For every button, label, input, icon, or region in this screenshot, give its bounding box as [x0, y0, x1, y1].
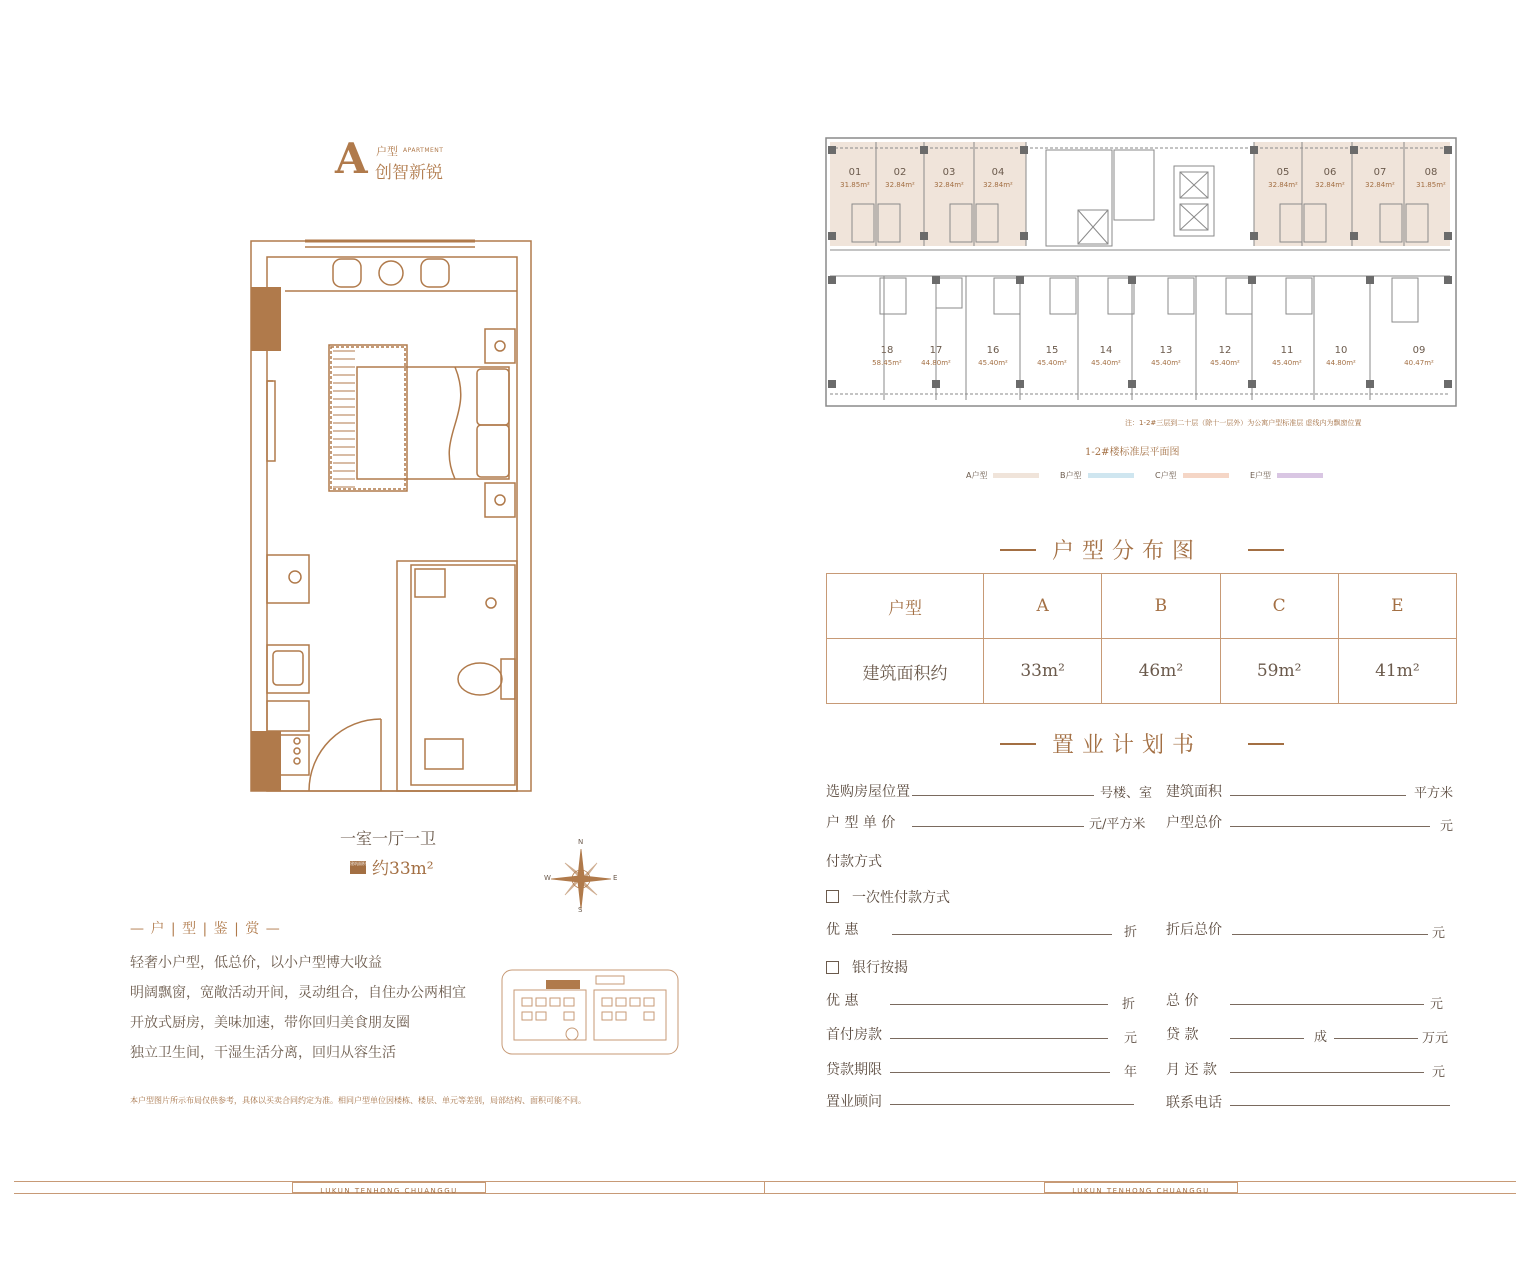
unit-zhe: 折: [1122, 997, 1136, 1012]
legend-swatch-a: [993, 473, 1039, 478]
area-field[interactable]: [1230, 795, 1406, 796]
unit-16-label: 16 45.40m²: [978, 345, 1008, 367]
unit-08-label: 08 31.85m²: [1416, 167, 1446, 189]
monthly-field[interactable]: [1230, 1072, 1424, 1073]
legend-item-b: B户型: [1060, 470, 1134, 481]
unit-wan: 万元: [1422, 1031, 1449, 1046]
unit-yuan: 元: [1124, 1031, 1138, 1046]
apartment-floor-plan: [245, 235, 535, 797]
table-cell: 41m²: [1338, 639, 1456, 704]
unit-06-label: 06 32.84m²: [1315, 167, 1345, 189]
plan-rooms-label: 一室一厅一卫: [340, 829, 437, 848]
unit-05-label: 05 32.84m²: [1268, 167, 1298, 189]
feature-item: 独立卫生间，干湿生活分离，回归从容生活: [130, 1045, 396, 1061]
unit-yuan: 元: [1432, 1065, 1446, 1080]
unit-yuan: 元: [1440, 819, 1454, 834]
label-down: 首付房款: [826, 1027, 882, 1043]
table-cell: 户型: [827, 574, 984, 639]
floor-plan-note: 注：1-2#三层到二十层（除十一层外）为公寓户型标准层 虚线内为飘窗位置: [1125, 419, 1362, 427]
table-cell: B: [1102, 574, 1220, 639]
divider: [1000, 743, 1036, 745]
table-cell: 59m²: [1220, 639, 1338, 704]
table-cell: 46m²: [1102, 639, 1220, 704]
area-badge: 建筑面积: [350, 861, 366, 874]
unit-17-label: 17 44.80m²: [921, 345, 951, 367]
unit-yuan-sqm: 元/平方米: [1089, 817, 1146, 832]
floor-plan-caption: 1-2#楼标准层平面图: [1085, 447, 1180, 458]
label-unit-price: 户 型 单 价: [826, 815, 896, 831]
legend-swatch-b: [1088, 473, 1134, 478]
table-cell: A: [984, 574, 1102, 639]
table-cell: 建筑面积约: [827, 639, 984, 704]
loan-amount-field[interactable]: [1334, 1038, 1418, 1039]
total2-field[interactable]: [1230, 1004, 1424, 1005]
unit-zhe: 折: [1124, 925, 1138, 940]
unit-04-label: 04 32.84m²: [983, 167, 1013, 189]
distribution-title: 户型分布图: [1052, 539, 1203, 564]
table-row: [827, 639, 1457, 704]
once-payment-checkbox[interactable]: [826, 890, 839, 903]
unit-02-label: 02 32.84m²: [885, 167, 915, 189]
label-loan: 贷 款: [1166, 1027, 1199, 1043]
feature-item: 明阔飘窗，宽敞活动开间，灵动组合，自住办公两相宜: [130, 985, 466, 1001]
compass-e: E: [613, 874, 618, 882]
appreciation-title: — 户 | 型 | 鉴 | 赏 —: [130, 921, 281, 937]
unit-18-label: 18 58.45m²: [872, 345, 902, 367]
unit-14-label: 14 45.40m²: [1091, 345, 1121, 367]
table-cell: 33m²: [984, 639, 1102, 704]
table-cell: E: [1338, 574, 1456, 639]
unit-type-label: 户型: [376, 145, 398, 158]
footer-brand-right: LUKUN TENHONG CHUANGGU: [1044, 1182, 1238, 1193]
term-field[interactable]: [890, 1072, 1110, 1073]
compass-icon: [545, 843, 617, 915]
footer-rule-bottom: [14, 1193, 1516, 1194]
table-cell: C: [1220, 574, 1338, 639]
unit-01-label: 01 31.85m²: [840, 167, 870, 189]
divider: [1000, 549, 1036, 551]
after-discount-field[interactable]: [1232, 934, 1428, 935]
label-total2: 总 价: [1166, 993, 1199, 1009]
divider: [1248, 743, 1284, 745]
label-location: 选购房屋位置: [826, 784, 910, 800]
discount2-field[interactable]: [890, 1004, 1108, 1005]
label-term: 贷款期限: [826, 1062, 882, 1078]
unit-type-name: 创智新锐: [375, 163, 443, 183]
loan-ratio-field[interactable]: [1230, 1038, 1304, 1039]
unit-15-label: 15 45.40m²: [1037, 345, 1067, 367]
legend-swatch-c: [1183, 473, 1229, 478]
total-price-field[interactable]: [1230, 826, 1430, 827]
label-consultant: 置业顾问: [826, 1094, 882, 1110]
label-discount2: 优 惠: [826, 993, 859, 1009]
unit-year: 年: [1124, 1065, 1138, 1080]
legend-item-e: E户型: [1250, 470, 1323, 481]
unit-cheng: 成: [1314, 1030, 1328, 1045]
unit-03-label: 03 32.84m²: [934, 167, 964, 189]
feature-item: 轻奢小户型，低总价，以小户型博大收益: [130, 955, 382, 971]
unit-sqm: 平方米: [1414, 786, 1454, 801]
label-area: 建筑面积: [1166, 784, 1222, 800]
unit-type-letter: A: [335, 134, 368, 183]
unit-09-label: 09 40.47m²: [1404, 345, 1434, 367]
legend-item-c: C户型: [1155, 470, 1229, 481]
location-field[interactable]: [912, 795, 1094, 796]
consultant-field[interactable]: [890, 1104, 1134, 1105]
label-discount: 优 惠: [826, 922, 859, 938]
payment-heading: 付款方式: [826, 854, 882, 870]
phone-field[interactable]: [1230, 1105, 1450, 1106]
footer-center-divider: [764, 1181, 765, 1194]
label-phone: 联系电话: [1166, 1095, 1222, 1111]
mortgage-checkbox[interactable]: [826, 961, 839, 974]
feature-item: 开放式厨房，美味加速，带你回归美食朋友圈: [130, 1015, 410, 1031]
unit-type-label-en: APARTMENT: [403, 147, 444, 154]
plan-book-title: 置业计划书: [1052, 733, 1203, 758]
mortgage-label: 银行按揭: [852, 960, 908, 976]
unit-11-label: 11 45.40m²: [1272, 345, 1302, 367]
compass-w: W: [544, 874, 551, 882]
unit-price-field[interactable]: [912, 826, 1084, 827]
legend-swatch-e: [1277, 473, 1323, 478]
down-payment-field[interactable]: [890, 1038, 1108, 1039]
compass-n: N: [578, 838, 584, 846]
label-total-price: 户型总价: [1166, 815, 1222, 831]
unit-13-label: 13 45.40m²: [1151, 345, 1181, 367]
once-payment-label: 一次性付款方式: [852, 890, 950, 906]
unit-building: 号楼、室: [1100, 786, 1153, 801]
distribution-table: [826, 573, 1457, 704]
unit-07-label: 07 32.84m²: [1365, 167, 1395, 189]
unit-yuan: 元: [1430, 997, 1444, 1012]
unit-12-label: 12 45.40m²: [1210, 345, 1240, 367]
discount-field[interactable]: [892, 934, 1112, 935]
unit-10-label: 10 44.80m²: [1326, 345, 1356, 367]
divider: [1248, 549, 1284, 551]
site-key-plan: [500, 968, 680, 1056]
label-monthly: 月 还 款: [1166, 1062, 1217, 1078]
label-after-discount: 折后总价: [1166, 922, 1222, 938]
compass-s: S: [578, 906, 583, 914]
unit-yuan: 元: [1432, 926, 1446, 941]
table-row: [827, 574, 1457, 639]
plan-area: 约33m²: [372, 859, 434, 879]
footer-rule-top: [14, 1181, 1516, 1182]
legend-item-a: A户型: [966, 470, 1039, 481]
footer-brand-left: LUKUN TENHONG CHUANGGU: [292, 1182, 486, 1193]
disclaimer: 本户型图片所示布局仅供参考，具体以买卖合同约定为准。相同户型单位因楼栋、楼层、单元等差别，局部结构、面积可能不同。: [130, 1096, 586, 1105]
